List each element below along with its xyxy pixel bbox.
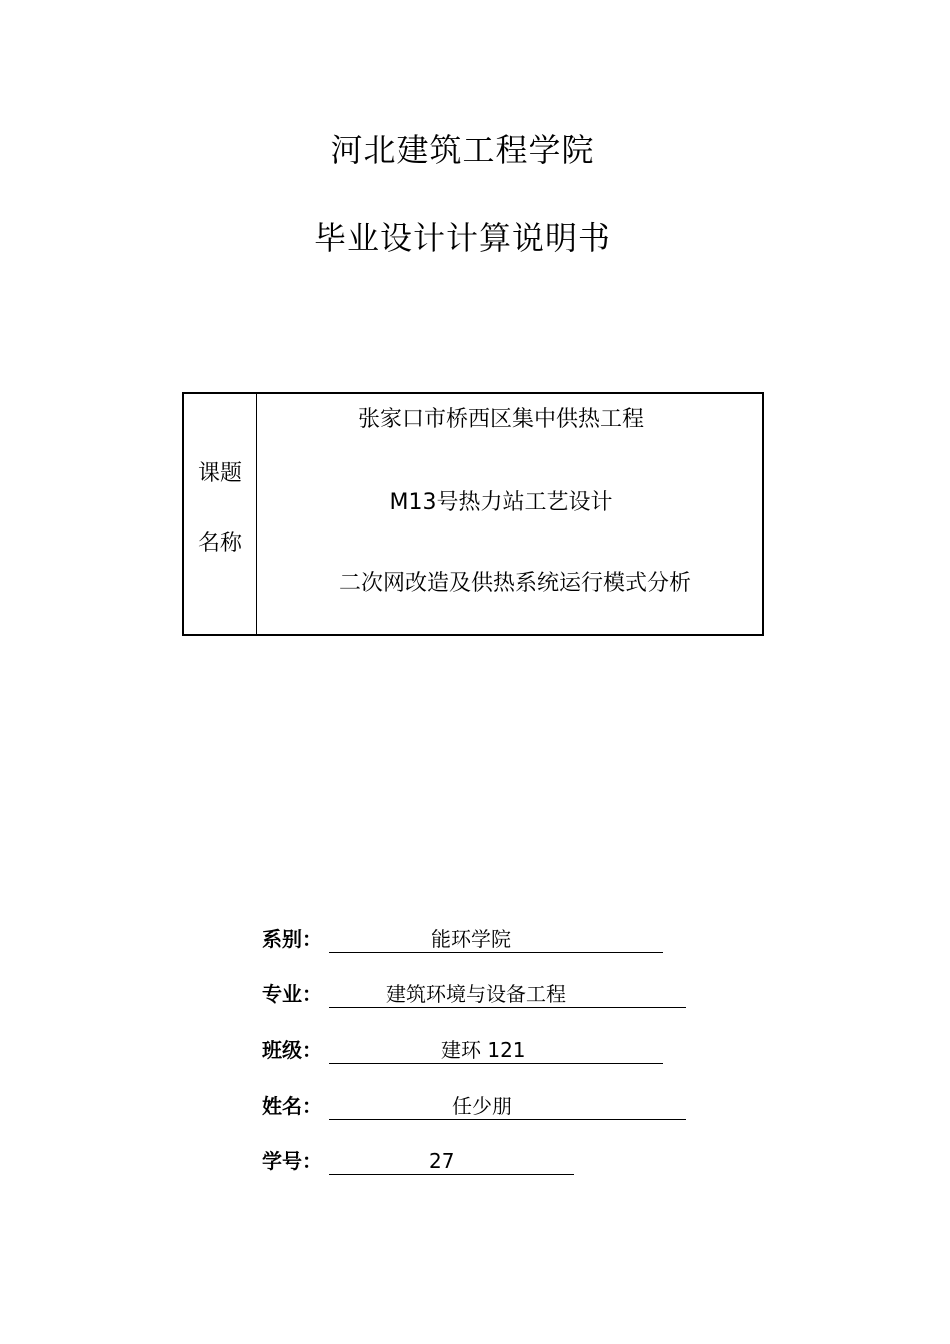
- department-value: 能环学院: [431, 927, 511, 951]
- topic-label-line-2: 名称: [197, 531, 242, 556]
- topic-table: [182, 392, 764, 636]
- name-label: 姓名：: [262, 1094, 322, 1118]
- student-id-field: [329, 1146, 574, 1175]
- department-field: [329, 924, 663, 953]
- class-label: 班级：: [262, 1038, 322, 1062]
- topic-label-line-1: 课题: [197, 461, 242, 486]
- class-field: [329, 1035, 663, 1064]
- department-label: 系别：: [262, 927, 322, 951]
- student-id-value: 27: [429, 1149, 455, 1173]
- student-id-label: 学号：: [262, 1149, 322, 1173]
- class-value: 建环 121: [441, 1038, 526, 1062]
- major-value: 建筑环境与设备工程: [386, 982, 566, 1006]
- topic-title-line-3: 二次网改造及供热系统运行模式分析: [338, 571, 691, 596]
- major-field: [329, 979, 686, 1008]
- topic-label-cell: [184, 394, 257, 634]
- name-value: 任少朋: [452, 1094, 512, 1118]
- topic-title-line-2: M13号热力站工艺设计: [389, 490, 613, 515]
- document-title: 毕业设计计算说明书: [313, 219, 611, 257]
- school-title: 河北建筑工程学院: [330, 131, 595, 169]
- name-field: [329, 1091, 686, 1120]
- topic-title-line-1: 张家口市桥西区集中供热工程: [357, 407, 644, 432]
- major-label: 专业：: [262, 982, 322, 1006]
